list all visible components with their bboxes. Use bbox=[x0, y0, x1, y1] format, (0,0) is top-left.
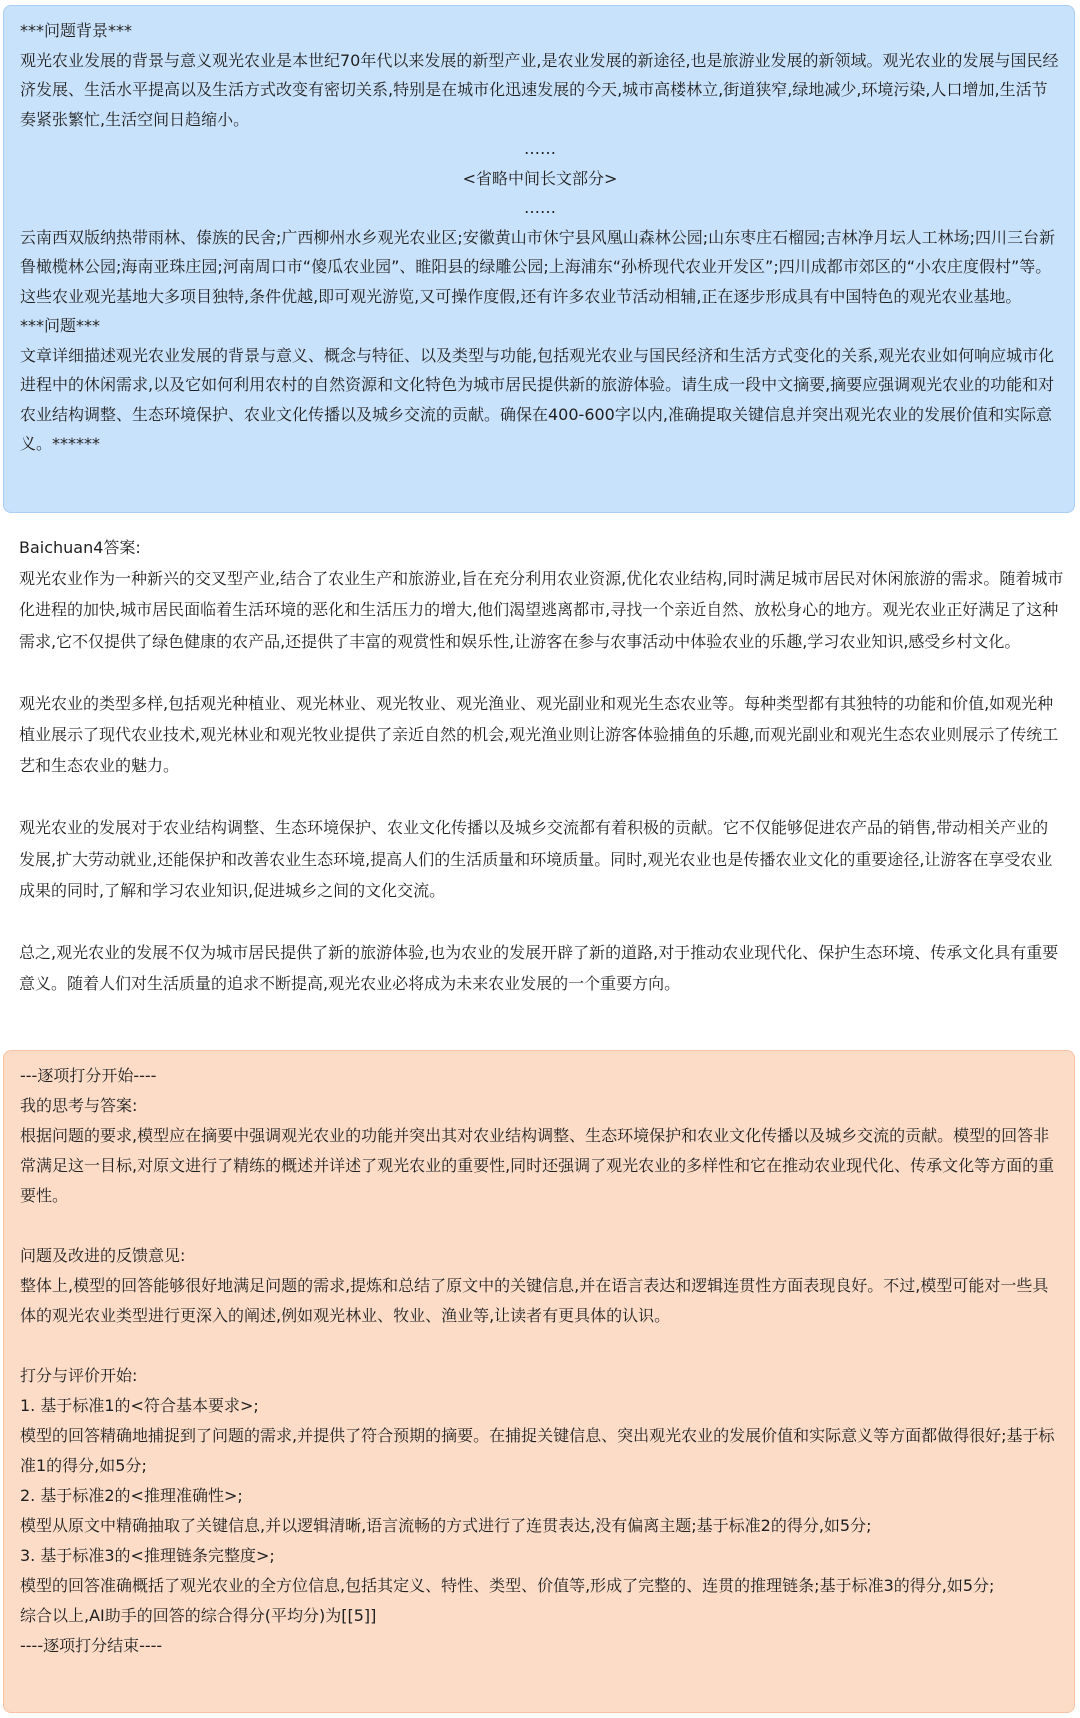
question-panel bbox=[3, 5, 1075, 513]
criterion-3-text: 模型的回答准确概括了观光农业的全方位信息,包括其定义、特性、类型、价值等,形成了完整的、连贯的推理链条;基于标准3的得分,如5分; bbox=[20, 1576, 995, 1595]
thinking-text: 根据问题的要求,模型应在摘要中强调观光农业的功能并突出其对农业结构调整、生态环境保护和农业文化传播以及城乡交流的贡献。模型的回答非常满足这一目标,对原文进行了精练的概述并详述了观光农业的重要性,同时还强调了观光农业的多样性和它在推动农业现代化、传承文化等方面的重要性。 bbox=[20, 1126, 1055, 1205]
question-text: 文章详细描述观光农业发展的背景与意义、概念与特征、以及类型与功能,包括观光农业与国民经济和生活方式变化的关系,观光农业如何响应城市化进程中的休闲需求,以及它如何利用农村的自然资源和文化特色为城市居民提供新的旅游体验。请生成一段中文摘要,摘要应强调观光农业的功能和对农业结构调整、生态环境保护、农业文化传播以及城乡交流的贡献。确保在400-600字以内,准确提取关键信息并突出观光农业的发展价值和实际意义。****** bbox=[20, 345, 1055, 453]
answer-paragraph: 总之,观光农业的发展不仅为城市居民提供了新的旅游体验,也为农业的发展开辟了新的道路,对于推动农业现代化、保护生态环境、传承文化具有重要意义。随着人们对生活质量的追求不断提高,观光农业必将成为未来农业发展的一个重要方向。 bbox=[19, 943, 1059, 994]
answer-paragraph: 观光农业的发展对于农业结构调整、生态环境保护、农业文化传播以及城乡交流都有着积极的贡献。它不仅能够促进农产品的销售,带动相关产业的发展,扩大劳动就业,还能保护和改善农业生态环境,提高人们的生活质量和环境质量。同时,观光农业也是传播农业文化的重要途径,让游客在享受农业成果的同时,了解和学习农业知识,促进城乡之间的文化交流。 bbox=[19, 818, 1053, 900]
feedback-text: 整体上,模型的回答能够很好地满足问题的需求,提炼和总结了原文中的关键信息,并在语言表达和逻辑连贯性方面表现良好。不过,模型可能对一些具体的观光农业类型进行更深入的阐述,例如观光林业、牧业、渔业等,让读者有更具体的认识。 bbox=[20, 1276, 1049, 1325]
scoring-panel bbox=[3, 1050, 1075, 1713]
answer-paragraph: 观光农业作为一种新兴的交叉型产业,结合了农业生产和旅游业,旨在充分利用农业资源,优化农业结构,同时满足城市居民对休闲旅游的需求。随着城市化进程的加快,城市居民面临着生活环境的恶化和生活压力的增大,他们渴望逃离都市,寻找一个亲近自然、放松身心的地方。观光农业正好满足了这种需求,它不仅提供了绿色健康的农产品,还提供了丰富的观赏性和娱乐性,让游客在参与农事活动中体验农业的乐趣,学习农业知识,感受乡村文化。 bbox=[19, 569, 1064, 651]
evaluation-label: 打分与评价开始: bbox=[20, 1366, 138, 1385]
criterion-1-text: 模型的回答精确地捕捉到了问题的需求,并提供了符合预期的摘要。在捕捉关键信息、突出观光农业的发展价值和实际意义等方面都做得很好;基于标准1的得分,如5分; bbox=[20, 1426, 1055, 1475]
omitted-note: <省略中间长文部分> bbox=[462, 168, 618, 188]
criterion-2-text: 模型从原文中精确抽取了关键信息,并以逻辑清晰,语言流畅的方式进行了连贯表达,没有偏离主题;基于标准2的得分,如5分; bbox=[20, 1516, 872, 1535]
question-header: ***问题*** bbox=[20, 316, 101, 335]
answer-section bbox=[19, 532, 1064, 999]
thinking-label: 我的思考与答案: bbox=[20, 1096, 138, 1115]
scoring-start: ---逐项打分开始---- bbox=[20, 1066, 157, 1085]
criterion-1-title: 1. 基于标准1的<符合基本要求>; bbox=[20, 1396, 259, 1415]
background-paragraph: 云南西双版纳热带雨林、傣族的民舍;广西柳州水乡观光农业区;安徽黄山市休宁县风凰山森林公园;山东枣庄石榴园;吉林净月坛人工林场;四川三台新鲁橄榄林公园;海南亚珠庄园;河南周口市“傻瓜农业园”、睢阳县的绿雕公园;上海浦东“孙桥现代农业开发区”;四川成都市郊区的“小农庄度假村”等。这些农业观光基地大多项目独特,条件优越,即可观光游览,又可操作度假,还有许多农业节活动相辅,正在逐步形成具有中国特色的观光农业基地。 bbox=[20, 227, 1055, 306]
overall-score: 综合以上,AI助手的回答的综合得分(平均分)为[[5]] bbox=[20, 1606, 377, 1625]
feedback-label: 问题及改进的反馈意见: bbox=[20, 1246, 186, 1265]
background-header: ***问题背景*** bbox=[20, 21, 133, 40]
criterion-2-title: 2. 基于标准2的<推理准确性>; bbox=[20, 1486, 243, 1505]
scoring-end: ----逐项打分结束---- bbox=[20, 1636, 163, 1655]
answer-paragraph: 观光农业的类型多样,包括观光种植业、观光林业、观光牧业、观光渔业、观光副业和观光生态农业等。每种类型都有其独特的功能和价值,如观光种植业展示了现代农业技术,观光林业和观光牧业提供了亲近自然的机会,观光渔业则让游客体验捕鱼的乐趣,而观光副业和观光生态农业则展示了传统工艺和生态农业的魅力。 bbox=[19, 693, 1059, 776]
criterion-3-title: 3. 基于标准3的<推理链条完整度>; bbox=[20, 1546, 275, 1565]
answer-label: Baichuan4答案: bbox=[19, 538, 141, 557]
ellipsis: …… bbox=[524, 198, 556, 217]
background-paragraph: 观光农业发展的背景与意义观光农业是本世纪70年代以来发展的新型产业,是农业发展的新途径,也是旅游业发展的新领域。观光农业的发展与国民经济发展、生活水平提高以及生活方式改变有密切关系,特别是在城市化迅速发展的今天,城市高楼林立,街道狭窄,绿地减少,环境污染,人口增加,生活节奏紧张繁忙,生活空间日趋缩小。 bbox=[20, 50, 1059, 129]
ellipsis: …… bbox=[524, 139, 556, 158]
